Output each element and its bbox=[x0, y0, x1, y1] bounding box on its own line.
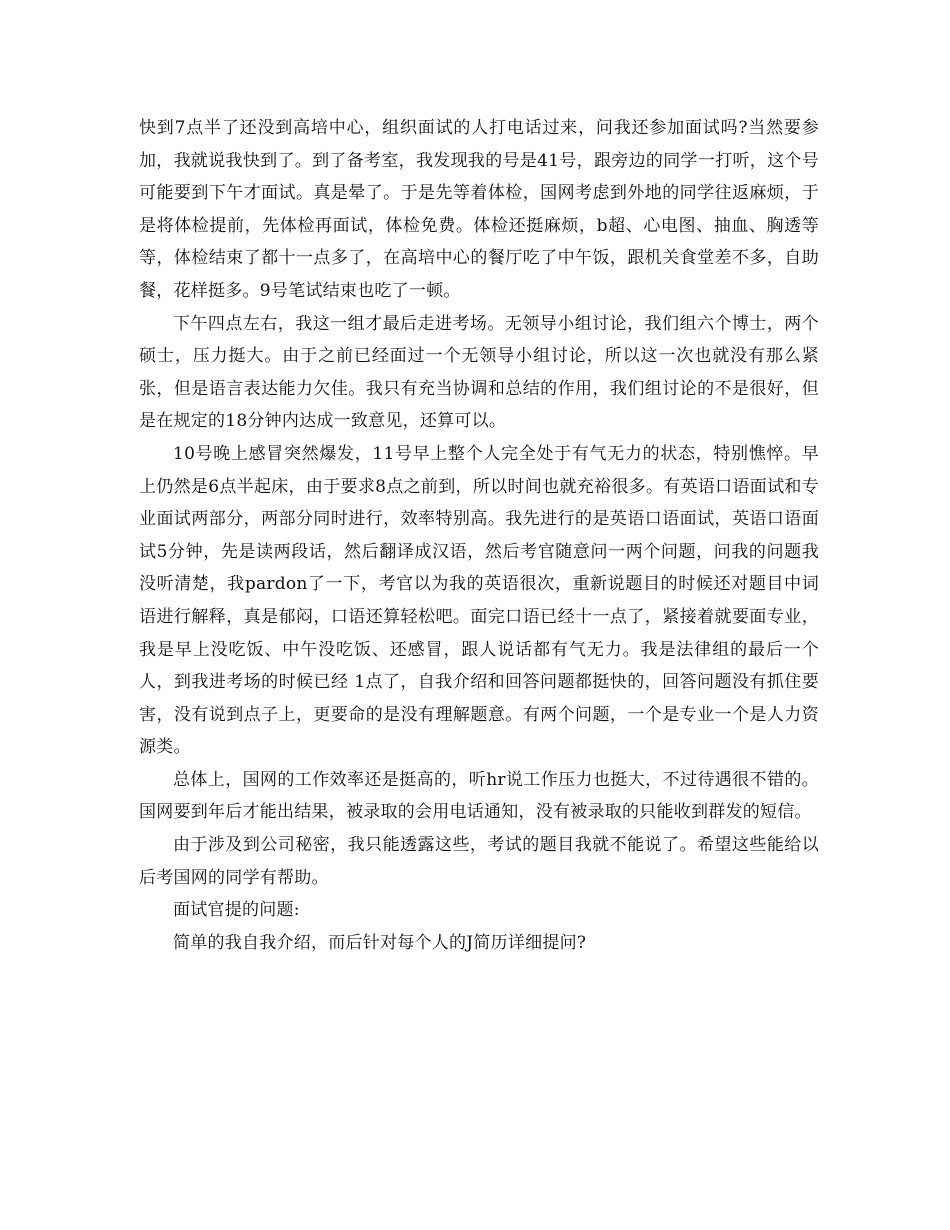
document-body bbox=[139, 112, 819, 959]
paragraph-confidentiality-note: 由于涉及到公司秘密，我只能透露这些，考试的题目我就不能说了。希望这些能给以后考国网的同学有帮助。 bbox=[139, 835, 819, 888]
paragraph-interviewer-questions-heading: 面试官提的问题: bbox=[173, 900, 300, 921]
paragraph-morning-checkup: 快到7点半了还没到高培中心，组织面试的人打电话过来，问我还参加面试吗?当然要参加，我就说我快到了。到了备考室，我发现我的号是41号，跟旁边的同学一打听，这个号可能要到下午才面试。真是晕了。于是先等着体检，国网考虑到外地的同学往返麻烦，于是将体检提前，先体检再面试，体检免费。体检还挺麻烦，b超、心电图、抽血、胸透等等，体检结束了都十一点多了，在高培中心的餐厅吃了中午饭，跟机关食堂差不多，自助餐，花样挺多。9号笔试结束也吃了一顿。 bbox=[139, 118, 819, 301]
paragraph-group-discussion: 下午四点左右，我这一组才最后走进考场。无领导小组讨论，我们组六个博士，两个硕士，压力挺大。由于之前已经面过一个无领导小组讨论，所以这一次也就没有那么紧张，但是语言表达能力欠佳。我只有充当协调和总结的作用，我们组讨论的不是很好，但是在规定的18分钟内达成一致意见，还算可以。 bbox=[139, 313, 819, 432]
paragraph-oral-and-professional-interview: 10号晚上感冒突然爆发，11号早上整个人完全处于有气无力的状态，特别憔悴。早上仍然是6点半起床，由于要求8点之前到，所以时间也就充裕很多。有英语口语面试和专业面试两部分，两部分同时进行，效率特别高。我先进行的是英语口语面试，英语口语面试5分钟，先是读两段话，然后翻译成汉语，然后考官随意问一两个问题，问我的问题我没听清楚，我pardon了一下，考官以为我的英语很次，重新说题目的时候还对题目中词语进行解释，真是郁闷，口语还算轻松吧。面完口语已经十一点了，紧接着就要面专业，我是早上没吃饭、中午没吃饭、还感冒，跟人说话都有气无力。我是法律组的最后一个人，到我进考场的时候已经 1点了，自我介绍和回答问题都挺快的，回答问题没有抓住要害，没有说到点子上，更要命的是没有理解题意。有两个问题，一个是专业一个是人力资源类。 bbox=[139, 443, 819, 758]
paragraph-overall-impression: 总体上，国网的工作效率还是挺高的，听hr说工作压力也挺大，不过待遇很不错的。国网要到年后才能出结果，被录取的会用电话通知，没有被录取的只能收到群发的短信。 bbox=[139, 769, 819, 823]
paragraph-interviewer-question-item: 简单的我自我介绍，而后针对每个人的J简历详细提问? bbox=[173, 932, 587, 953]
